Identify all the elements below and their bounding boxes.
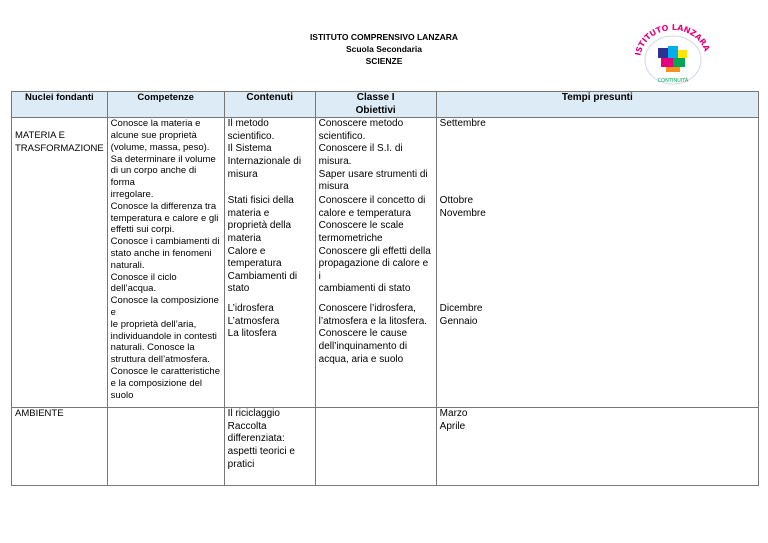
tempi-cell	[436, 408, 758, 486]
obiettivi-line: dell’inquinamento di	[318, 340, 408, 352]
table-header-row	[12, 92, 759, 118]
tempi-block	[440, 118, 755, 195]
tempi-line: Novembre	[439, 207, 486, 219]
tempi-block	[440, 195, 755, 303]
tempi-block	[440, 303, 755, 328]
contenuti-line: misura	[227, 168, 258, 180]
competenze-line: (volume, massa, peso).	[110, 141, 210, 153]
competenze-line: di un corpo anche di forma	[110, 165, 197, 189]
obiettivi-line: Conoscere gli effetti della	[318, 245, 431, 257]
competenze-line: struttura dell’atmosfera.	[110, 354, 210, 366]
competenze-line: Conosce la materia e	[110, 118, 201, 130]
nuclei-line: MATERIA E	[15, 130, 65, 142]
contenuti-line: Internazionale di	[227, 155, 302, 167]
contenuti-line: Il metodo	[227, 118, 269, 130]
obiettivi-line: calore e temperatura	[318, 207, 411, 219]
contenuti-block	[228, 195, 312, 303]
col-header-obiettivi	[315, 92, 436, 118]
competenze-line: Conosce il ciclo dell’acqua.	[110, 271, 177, 295]
contenuti-block	[228, 118, 312, 195]
class-title: Classe I	[356, 92, 395, 103]
contenuti-block	[228, 303, 312, 341]
competenze-line: naturali. Conosce la	[110, 342, 195, 354]
obiettivi-line: Conoscere il concetto di	[318, 195, 426, 207]
competenze-line: temperatura e calore e gli	[110, 212, 219, 224]
obiettivi-line: l’atmosfera e la litosfera.	[318, 315, 428, 327]
contenuti-line: pratici	[227, 458, 255, 470]
obiettivi-line: Conoscere metodo	[318, 118, 404, 130]
obiettivi-line: scientifico.	[318, 130, 366, 142]
obiettivi-line: cambiamenti di stato	[318, 283, 411, 295]
table-row	[12, 118, 759, 408]
school-name: ISTITUTO COMPRENSIVO LANZARA	[309, 32, 459, 42]
obiettivi-cell	[315, 118, 436, 408]
competenze-line: Conosce i cambiamenti di	[110, 236, 220, 248]
competenze-line: naturali.	[110, 259, 145, 271]
nuclei-line: AMBIENTE	[15, 408, 64, 420]
competenze-line: e la composizione del	[110, 377, 203, 389]
tempi-line: Marzo	[439, 408, 468, 420]
tempi-line: Gennaio	[439, 315, 478, 327]
contenuti-line: stato	[227, 283, 250, 295]
competenze-line: Sa determinare il volume	[110, 153, 216, 165]
competenze-line: Conosce la differenza tra	[110, 200, 217, 212]
competenze-cell	[107, 408, 224, 486]
competenze-line: le proprietà dell’aria,	[110, 318, 197, 330]
nuclei-line: TRASFORMAZIONE	[15, 142, 104, 154]
contenuti-line: Il riciclaggio	[227, 408, 280, 420]
obiettivi-line: misura	[318, 181, 349, 193]
obiettivi-line: Saper usare strumenti di	[318, 168, 428, 180]
obiettivi-line: Conoscere l’idrosfera,	[318, 303, 416, 315]
contenuti-line: scientifico.	[227, 130, 275, 142]
obiettivi-line: termometriche	[318, 232, 383, 244]
contenuti-line: differenziata:	[227, 433, 285, 445]
subject-title: SCIENZE	[365, 56, 403, 66]
tempi-line: Aprile	[439, 420, 466, 432]
contenuti-line: Il Sistema	[227, 143, 272, 155]
contenuti-line: La litosfera	[227, 328, 277, 340]
col-header-obiettivi-label: Obiettivi	[355, 104, 396, 116]
competenze-line: stato anche in fenomeni	[110, 247, 212, 259]
contenuti-cell	[224, 118, 315, 408]
contenuti-cell	[224, 408, 315, 486]
contenuti-line: L’atmosfera	[227, 315, 280, 327]
contenuti-line: L’idrosfera	[227, 303, 274, 315]
competenze-cell	[107, 118, 224, 408]
contenuti-line: materia	[227, 232, 262, 244]
competenze-line: individuandole in contesti	[110, 330, 217, 342]
school-level: Scuola Secondaria	[345, 44, 423, 54]
competenze-line: Conosce le caratteristiche	[110, 365, 220, 377]
contenuti-line: Stati fisici della	[227, 195, 294, 207]
obiettivi-block	[319, 303, 433, 366]
col-header-nuclei: Nuclei fondanti	[12, 92, 108, 118]
table-row	[12, 408, 759, 486]
obiettivi-line: Conoscere le cause	[318, 328, 408, 340]
col-header-contenuti: Contenuti	[224, 92, 315, 118]
obiettivi-block	[319, 195, 433, 303]
nuclei-cell	[12, 408, 108, 486]
nuclei-cell	[12, 118, 108, 408]
obiettivi-line: Conoscere le scale	[318, 220, 404, 232]
contenuti-line: materia e	[227, 207, 270, 219]
contenuti-line: aspetti teorici e	[227, 445, 295, 457]
contenuti-line: Raccolta	[227, 420, 267, 432]
contenuti-line: proprietà della	[227, 220, 292, 232]
competenze-line: Conosce la composizione e	[110, 295, 219, 318]
competenze-line: irregolare.	[110, 188, 154, 200]
tempi-line: Settembre	[439, 118, 486, 130]
contenuti-line: Calore e	[227, 245, 266, 257]
contenuti-line: Cambiamenti di	[227, 270, 298, 282]
col-header-competenze: Competenze	[107, 92, 224, 118]
curriculum-table	[11, 91, 759, 486]
obiettivi-line: acqua, aria e suolo	[318, 353, 404, 365]
school-logo	[628, 18, 718, 90]
competenze-line: suolo	[110, 389, 134, 401]
obiettivi-cell	[315, 408, 436, 486]
col-header-tempi: Tempi presunti	[436, 92, 758, 118]
logo-text-bottom: CONTINUITÀ	[657, 78, 689, 84]
obiettivi-line: propagazione di calore e i	[318, 258, 429, 282]
tempi-line: Dicembre	[439, 303, 483, 315]
obiettivi-block	[319, 118, 433, 195]
obiettivi-line: Conoscere il S.I. di misura.	[318, 143, 403, 167]
competenze-line: alcune sue proprietà	[110, 129, 197, 141]
tempi-line: Ottobre	[439, 195, 474, 207]
logo-text-top: ISTITUTO LANZARA	[633, 22, 712, 57]
tempi-cell	[436, 118, 758, 408]
contenuti-line: temperatura	[227, 258, 282, 270]
competenze-line: effetti sui corpi.	[110, 224, 175, 236]
